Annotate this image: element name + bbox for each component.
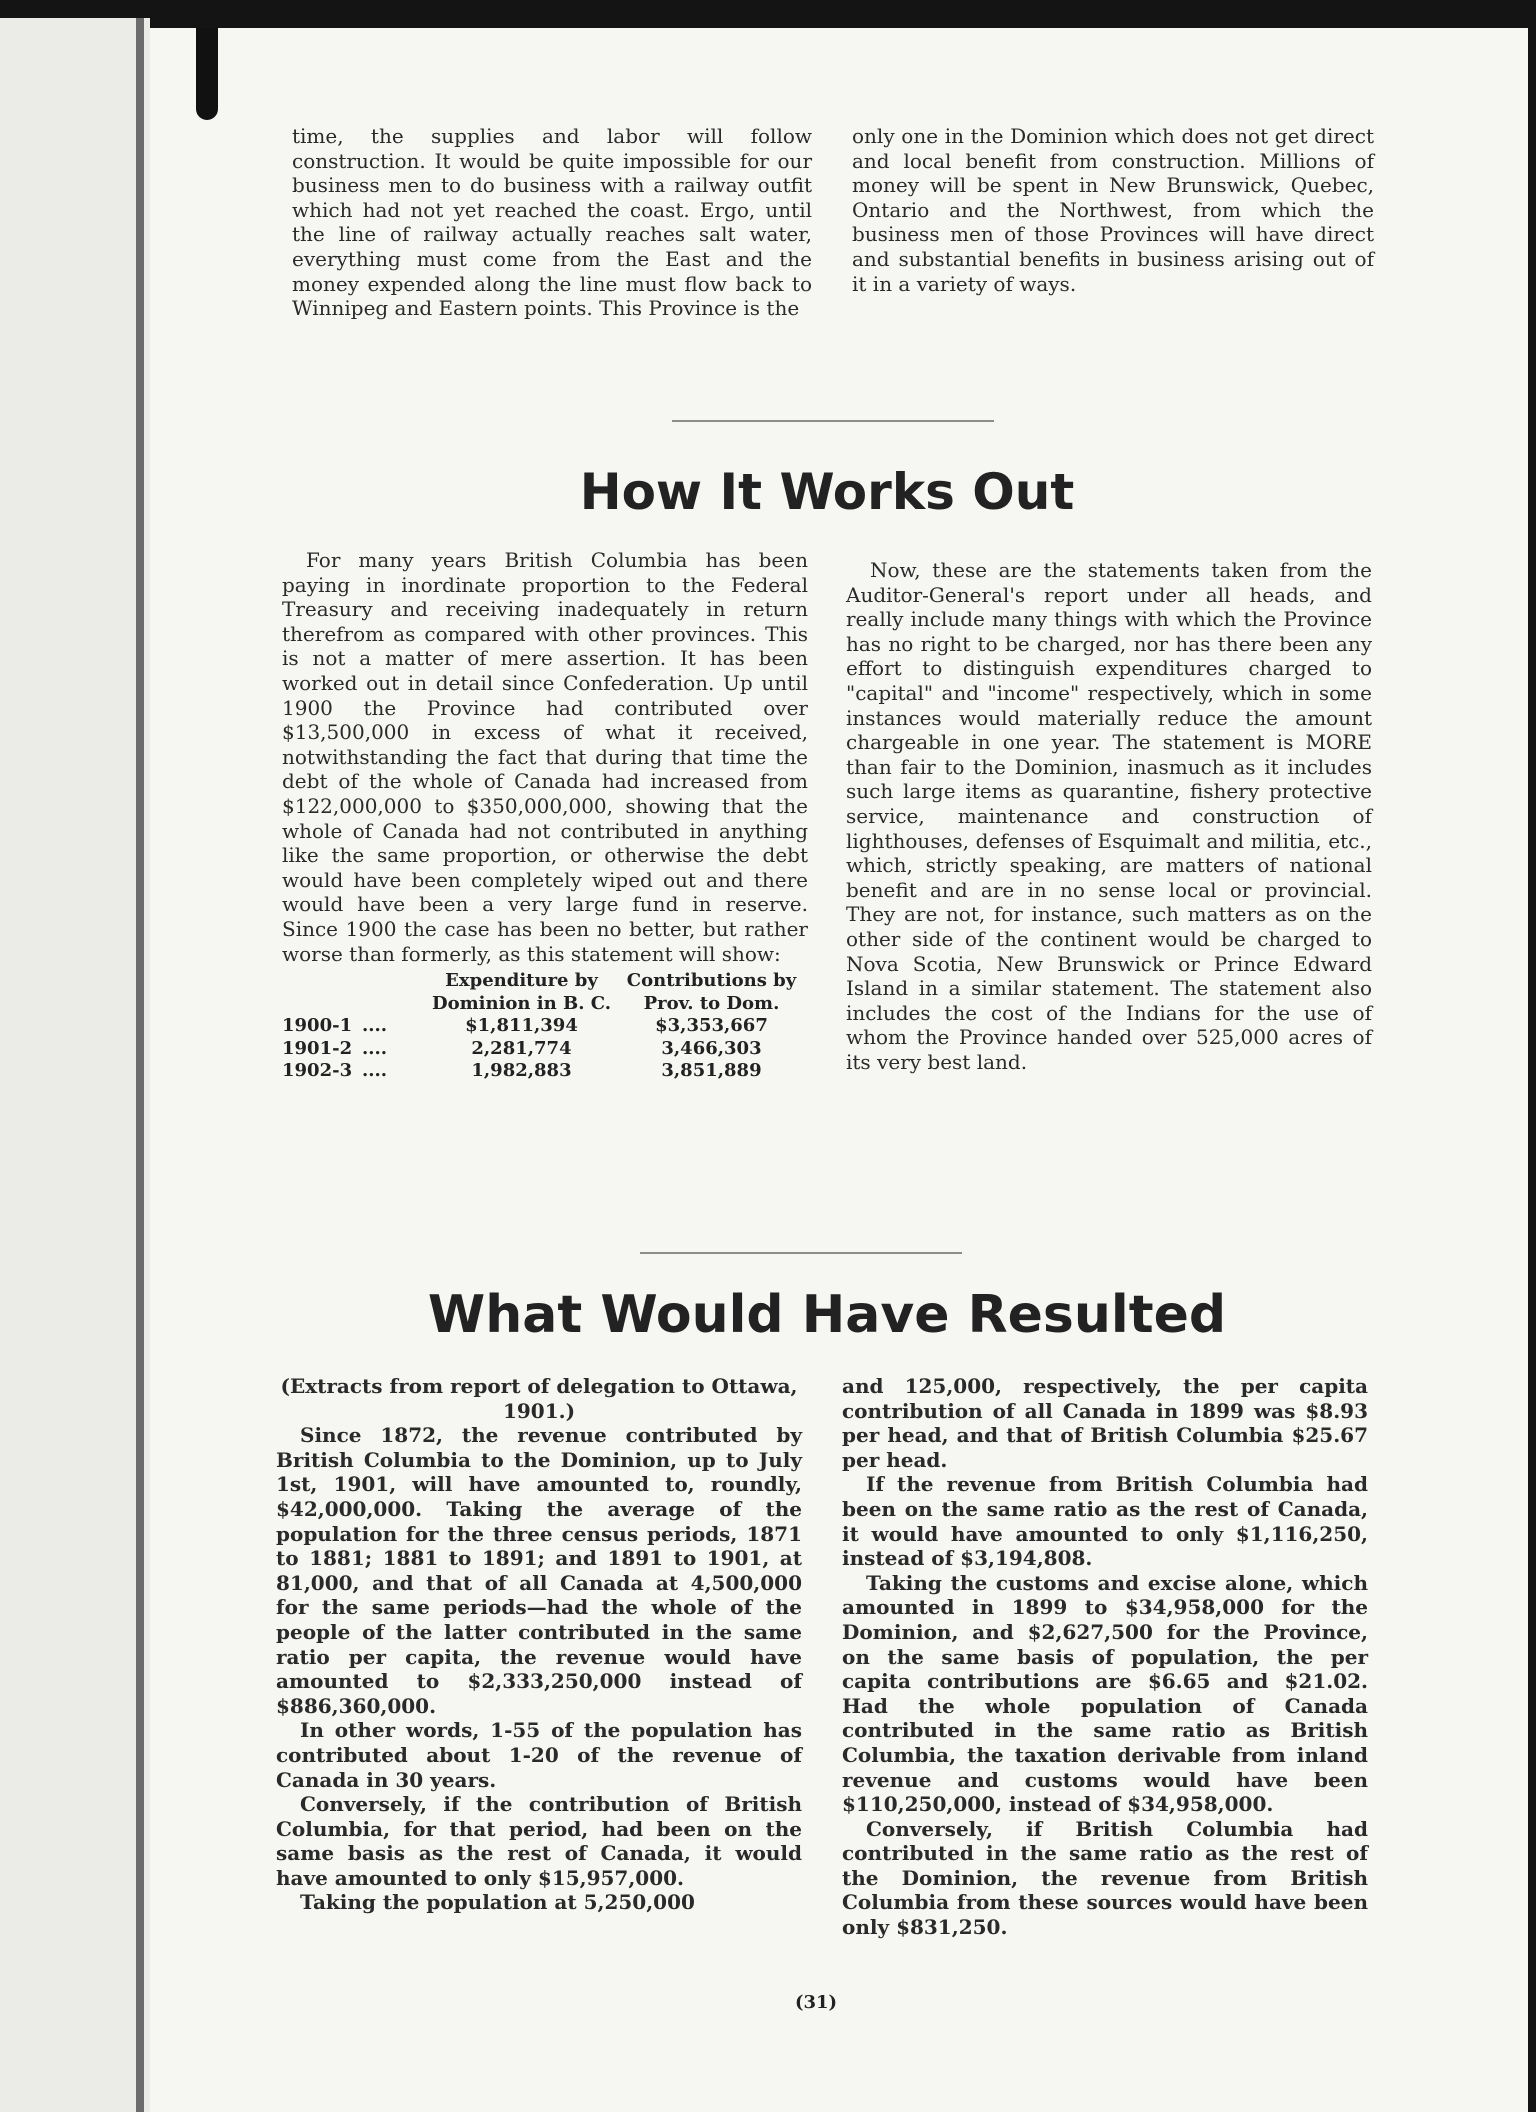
row-year: 1900-1 [282,1015,353,1037]
row-expenditure: $1,811,394 [465,1015,578,1037]
extract-note: (Extracts from report of delegation to Ottawa, 1901.) [280,1374,798,1423]
section2-left-column [276,1374,802,1915]
binding-mark [196,28,218,120]
row-leader: .... [362,1037,388,1059]
row-contribution: 3,851,889 [661,1060,762,1082]
header-expenditure-line1: Expenditure by [445,970,598,992]
row-leader: .... [362,1060,388,1082]
section2-right-column [842,1374,1368,1940]
row-contribution: $3,353,667 [655,1015,768,1037]
section-title-what-would-have-resulted: What Would Have Resulted [427,1285,1227,1345]
table-row [282,1015,812,1038]
section-divider-2 [640,1252,962,1254]
section2-right-paragraph-4: Conversely, if British Columbia had contributed in the same ratio as the rest of the Dominion, the revenue from British Columbia from these sources would have been only $831,250. [842,1816,1368,1940]
table-row [282,1060,812,1083]
row-year: 1902-3 [282,1060,353,1082]
section2-left-paragraph-3: Conversely, if the contribution of British Columbia, for that period, had been on the same basis as the rest of Canada, it would have amounted to only $15,957,000. [276,1792,802,1890]
row-year: 1901-2 [282,1037,353,1059]
row-expenditure: 1,982,883 [471,1060,572,1082]
section-title-how-it-works-out: How It Works Out [579,463,1075,521]
row-contribution: 3,466,303 [661,1037,762,1059]
top-left-paragraph: time, the supplies and labor will follow construction. It would be quite impossible for our business men to do business with a railway outfit which had not yet reached the coast. Ergo, until the line of railway actually reaches salt water, everything must come from the East and the money expended along the line must flow back to Winnipeg and Eastern points. This Province is the [292,124,812,321]
section2-right-paragraph-2: If the revenue from British Columbia had been on the same ratio as the rest of Canada, it would have amounted to only $1,116,250, instead of $3,194,808. [842,1472,1368,1571]
header-contributions-line1: Contributions by [626,970,797,992]
section-divider-1 [672,420,994,422]
section2-right-paragraph-1: and 125,000, respectively, the per capita contribution of all Canada in 1899 was $8.93 per head, and that of British Columbia $25.67 per head. [842,1374,1368,1472]
table-header-row-2 [282,993,812,1016]
page-gutter-shadow [136,18,144,2112]
header-expenditure-line2: Dominion in B. C. [432,992,611,1014]
top-right-paragraph: only one in the Dominion which does not get direct and local benefit from construction. Millions of money will be spent in New Brunswick, Quebec, Ontario and the Northwest, from which the business men of those Provinces will have direct and substantial benefits in business arising out of it in a variety of ways. [852,124,1374,296]
statement-table [282,970,812,1083]
section1-left-column [282,548,808,1083]
table-header-row-1 [282,970,812,993]
section1-left-paragraph: For many years British Columbia has been paying in inordinate proportion to the Federal Treasury and receiving inadequately in return therefrom as compared with other provinces. This is not a matter of mere assertion. It has been worked out in detail since Confederation. Up until 1900 the Province had contributed over $13,500,000 in excess of what it received, notwithstanding the fact that during that time the debt of the whole of Canada had increased from $122,000,000 to $350,000,000, showing that the whole of Canada had not contributed in anything like the same proportion, or otherwise the debt would have been completely wiped out and there would have been a very large fund in reserve. Since 1900 the case has been no better, but rather worse than formerly, as this statement will show: [282,548,808,966]
header-contributions-line2: Prov. to Dom. [643,992,780,1014]
section2-right-paragraph-3: Taking the customs and excise alone, which amounted in 1899 to $34,958,000 for the Dominion, and $2,627,500 for the Province, on the same basis of population, the per capita contributions are $6.65 and $21.02. Had the whole population of Canada contributed in the same ratio as British Columbia, the taxation derivable from inland revenue and customs would have been $110,250,000, instead of $34,958,000. [842,1570,1368,1817]
row-leader: .... [362,1015,388,1037]
facing-page-edge [0,18,150,2112]
table-row [282,1038,812,1061]
page-number: (31) [794,1992,838,2013]
section2-left-paragraph-1: Since 1872, the revenue contributed by British Columbia to the Dominion, up to July 1st, 1901, will have amounted to, roundly, $42,000,000. Taking the average of the population for the three census periods, 1871 to 1881; 1881 to 1891; and 1891 to 1901, at 81,000, and that of all Canada at 4,500,000 for the same periods—had the whole of the people of the latter contributed in the same ratio per capita, the revenue would have amounted to $2,333,250,000 instead of $886,360,000. [276,1423,802,1718]
section1-right-paragraph: Now, these are the statements taken from the Auditor-General's report under all heads, and really include many things with which the Province has no right to be charged, nor has there been any effort to distinguish expenditures charged to "capital" and "income" respectively, which in some instances would materially reduce the amount chargeable in one year. The statement is MORE than fair to the Dominion, inasmuch as it includes such large items as quarantine, fishery protective service, maintenance and construction of lighthouses, defenses of Esquimalt and militia, etc., which, strictly speaking, are matters of national benefit and are in no sense local or provincial. They are not, for instance, such matters as on the other side of the continent would be charged to Nova Scotia, New Brunswick or Prince Edward Island in a similar statement. The statement also includes the cost of the Indians for the use of whom the Province handed over 525,000 acres of its very best land. [846,558,1372,1074]
section2-left-paragraph-2: In other words, 1-55 of the population has contributed about 1-20 of the revenue of Canada in 30 years. [276,1718,802,1792]
section2-left-paragraph-4: Taking the population at 5,250,000 [300,1890,695,1915]
row-expenditure: 2,281,774 [471,1037,572,1059]
